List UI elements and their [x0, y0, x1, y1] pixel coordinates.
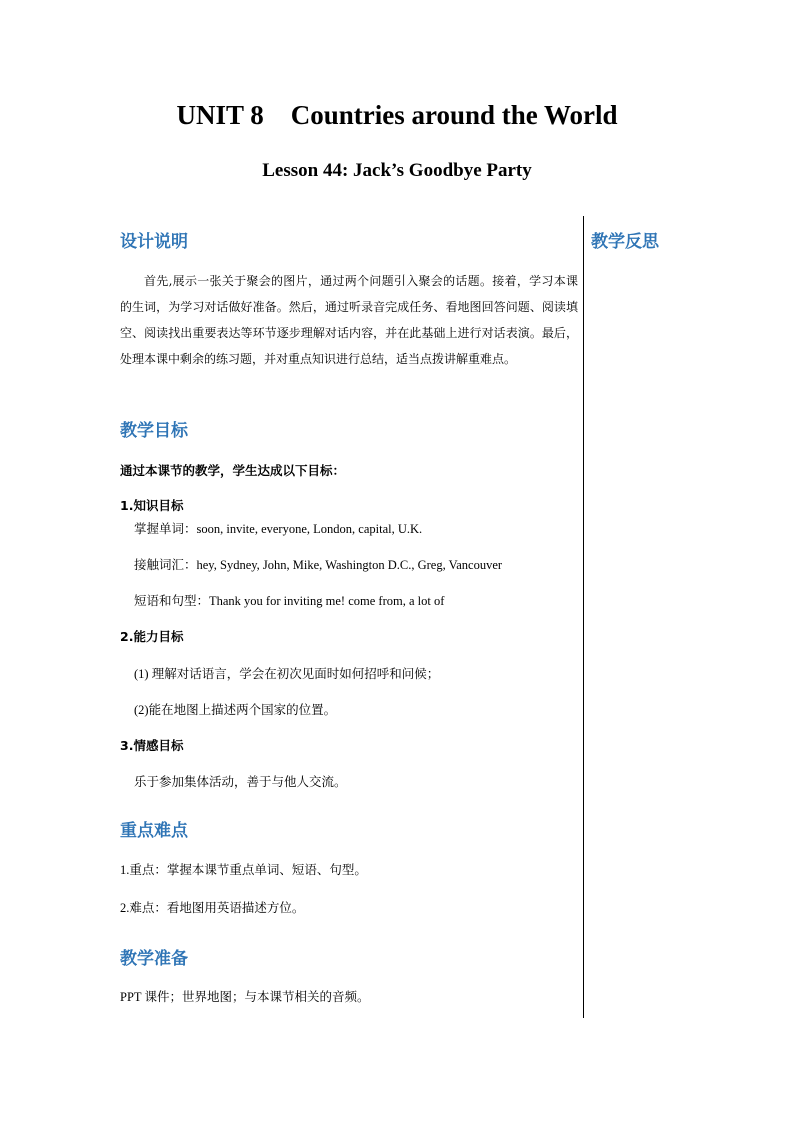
document-title: UNIT 8 Countries around the World — [176, 100, 618, 130]
keypoints-heading: 重点难点 — [120, 821, 188, 841]
prep-heading: 教学准备 — [120, 949, 188, 969]
knowledge-line: 接触词汇：hey, Sydney, John, Mike, Washington D.C., Greg, Vancouver — [134, 558, 503, 572]
reflection-heading: 教学反思 — [591, 232, 659, 252]
ability-line: (1) 理解对话语言，学会在初次见面时如何招呼和问候； — [134, 667, 440, 681]
prep-line: PPT 课件；世界地图；与本课节相关的音频。 — [120, 990, 370, 1004]
objectives-heading: 教学目标 — [120, 421, 188, 441]
keypoint-line: 2.难点：看地图用英语描述方位。 — [120, 901, 305, 915]
knowledge-line: 掌握单词：soon, invite, everyone, London, capital, U.K. — [134, 522, 423, 536]
ability-line: (2)能在地图上描述两个国家的位置。 — [134, 703, 337, 717]
emotion-line: 乐于参加集体活动，善于与他人交流。 — [134, 775, 347, 789]
lesson-title: Lesson 44: Jack’s Goodbye Party — [262, 160, 532, 181]
design-heading: 设计说明 — [120, 232, 188, 252]
keypoint-line: 1.重点：掌握本课节重点单词、短语、句型。 — [120, 863, 367, 877]
design-paragraph: 首先,展示一张关于聚会的图片，通过两个问题引入聚会的话题。接着，学习本课的生词，为学习对话做好准备。然后，通过听录音完成任务、看地图回答问题、阅读填空、阅读找出重要表达等环节逐步理解对话内容，并在此基础上进行对话表演。最后，处理本课中剩余的练习题，并对重点知识进行总结，适当点拨讲解重难点。 — [120, 274, 578, 366]
objectives-intro: 通过本课节的教学，学生达成以下目标： — [120, 463, 346, 478]
ability-goal-title: 2.能力目标 — [120, 629, 184, 644]
emotion-goal-title: 3.情感目标 — [120, 738, 184, 753]
knowledge-line: 短语和句型：Thank you for inviting me! come from, a lot of — [134, 594, 445, 608]
column-divider — [583, 216, 584, 1018]
knowledge-goal-title: 1.知识目标 — [120, 498, 184, 513]
